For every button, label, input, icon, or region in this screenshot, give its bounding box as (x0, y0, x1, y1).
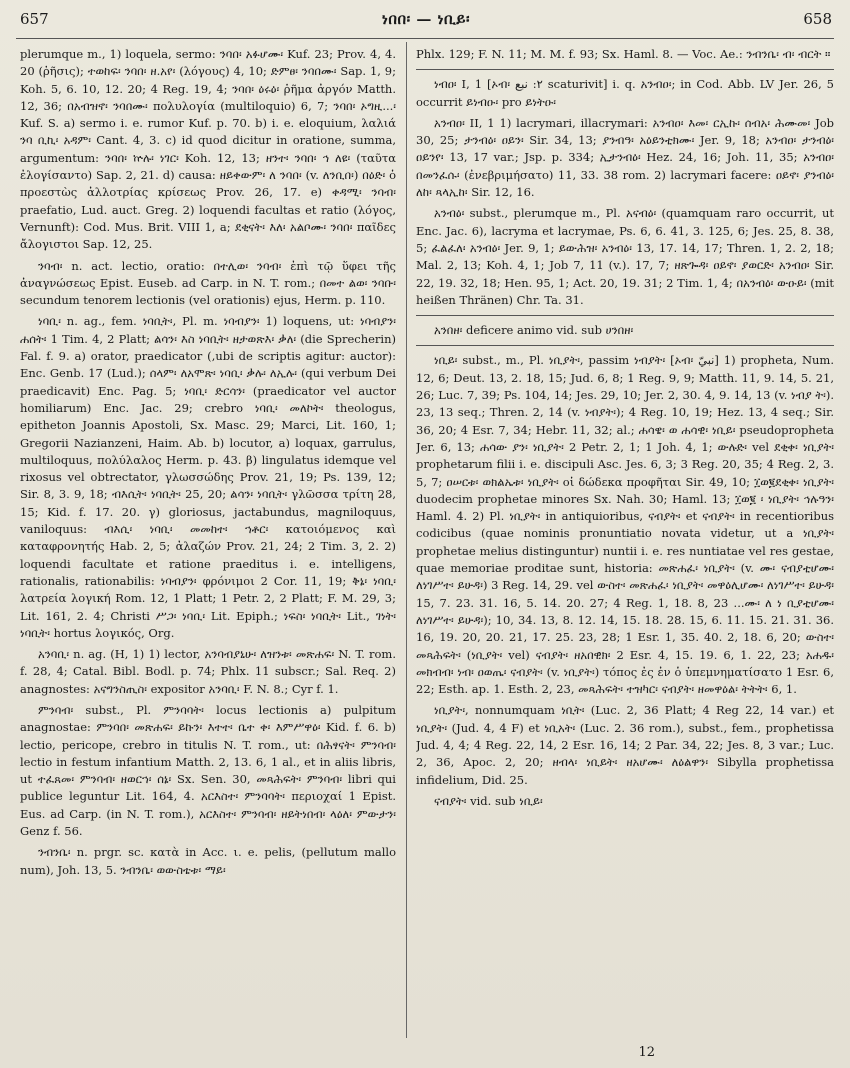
entry-paragraph: ነቢያት፡, nonnumquam ነቢት፡ (Luc. 2, 36 Platt; 4 Reg 22, 14 var.) et ነቢያት፡ (Jud. 4, 4 F) et ነቢአት፡ (Luc. 2. 36 rom.), subst., fem., prophetissa Jud. 4, 4; 4 Reg. 22, 14, 2 Esr. 16, 14; 2 Par. 34, 22; Jes. 8, 3 var.; Luc. 2, 36, Apoc. 2, 20; ዘብላ፡ ነቢይት፡ ዘአሆሙ፡ ለዕልዋን፡ Sibylla prophetissa infidelium, Did. 25. (416, 703, 834, 787)
signature-mark: 12 (638, 1045, 655, 1060)
entry-paragraph: Phlx. 129; F. N. 11; M. M. f. 93; Sx. Haml. 8. — Voc. Ae.: ንብንቤ፡ ብ፡ ብርት ። (416, 47, 831, 61)
right-column (416, 46, 834, 1034)
left-column (20, 46, 396, 1034)
entry-paragraph: ናብያት፡ vid. sub ነቢይ፡ (434, 793, 543, 808)
section-rule (416, 69, 834, 70)
entry-paragraph: አንባቢ፡ n. ag. (H, 1) 1) lector, አንባብያኒሁ፡ ለዝንቱ፡ መጽሐፍ፡ N. T. rom. f. 28, 4; Catal. Bibl. Bodl. p. 74; Phlx. 11 subscr.; Sal. Req. 2) anagnostes: አናግንስጢስ፡ expositor አንባቢ፡ F. N. 8.; Cyr f. 1. (20, 647, 396, 696)
entry-paragraph: ነባቢ፡ n. ag., fem. ነባቢት፡, Pl. m. ነባብያን፡ 1) loquens, ut: ነባብያን፡ ሐሰት፡ 1 Tim. 4, 2 Platt; ልሳን፡ እስ ነባቢት፡ ዘታወጽእ፡ ቃለ፡ (die Sprecherin) Fal. f. 9. a) orator, praedicator (‚ubi de scriptis agitur: auctor): Enc. Genb. 17 (Lud.); ሰላም፡ ለአሞጽ፡ ነባቢ፡ ቃሉ፡ ለኢሉ፡ (qui verbum Dei praedicavit) Enc. Pag. 5; ነባቢ፡ ድርሳን፡ (praedicator vel auctor homiliarum) Enc. Jac. 29; crebro ነባቢ፡ መለኮት፡ theologus, epitheton Joannis Apostoli, Sx. Masc. 29; Marci, Lit. 160, 1; Gregorii Nazianzeni, Haim. Ab. b) locutor, a) loquax, garrulus, multiloquus, πολύλαλος Herm. p. 43. β) lingulatus idemque vel rixosus vel obtrectator, γλωσσώδης Prov. 21, 19; Ps. 139, 12; Sir. 8, 3. 9, 18; ብእሲት፡ ነባቢት፡ 25, 20; ልሳን፡ ነባቢት፡ γλῶσσα τρίτη 28, 15; Kid. f. 17. 20. γ) gloriosus, jactabundus, magniloquus, vaniloquus: ብእሲ፡ ነባቢ፡ መመከተ፡ ኀቶር፡ κατοιόμενος καὶ καταφρονητής Hab. 2, 5; ἀλαζών Prov. 21, 24; 2 Tim. 3, 2. 2) loquendi facultate et ratione praeditus i. e. intelligens, rationalis, rationabilis: ነባብያን፡ φρόνιμοι 2 Cor. 11, 19; ቅኔ፡ ነባቢ፡ λατρεία λογική Rom. 12, 1 Platt; 1 Petr. 2, 2 Platt; F. M. 29, 3; Lit. 161, 2. 4; Christi ሥጋ፡ ነባቢ፡ Lit. Epiph.; ነፍስ፡ ነባቢት፡ Lit., ገነት፡ ነባቢት፡ hortus λογικός, Org. (20, 314, 396, 640)
page-number-left: 657 (20, 10, 49, 28)
entry-paragraph: አንብዐ፡ II, 1 1) lacrymari, illacrymari: አንብዐ፡ እመ፡ ርኢኩ፡ ሰብአ፡ ሕሙመ፡ Job 30, 25; ታንብዕ፡ ዐይን፡ Sir. 34, 13; ያንብዓ፡ አዕይንቲክሙ፡ Jer. 9, 18; አንብዐ፡ ታንብዕ፡ ዐይንየ፡ 13, 17 var.; Jsp. p. 334; ኢታንብዕ፡ Hez. 24, 16; Joh. 11, 35; አንብዐ፡ በመንፈሱ፡ (ἐνεβριμήσατο) 11, 33. 38 rom. 2) lacrymari facere: ዐይኖ፡ ያንብዕ፡ ለከ፡ ጻላኢከ፡ Sir. 12, 16. (416, 115, 834, 200)
page-header (20, 10, 832, 34)
entry-paragraph: ምንባብ፡ subst., Pl. ምንባባት፡ locus lectionis a) pulpitum anagnostae: ምንባበ፡ መጽሐፍ፡ ይኩን፡ እተተ፡ ቤተ ቀ፡ እምሥዋዕ፡ Kid. f. 6. b) lectio, pericope, crebro in titulis N. T. rom., ut: በሕፃናት፡ ምንባብ፡ lectio in festum infantium Matth. 2, 13. 6, 1 al., et in aliis libris, ut ተፈጸመ፡ ምንባብ፡ ዘወርኀ፡ ሰኔ፡ Sx. Sen. 30, መጻሕፍት፡ ምንባብ፡ libri qui publice leguntur Lit. 164, 4. አርእስተ፡ ምንባባት፡ περιοχαί 1 Epist. Eus. ad Carp. (in N. T. rom.), አርእስተ፡ ምንባብ፡ ዘይትነበብ፡ ላዕለ፡ ምውታን፡ Genz f. 56. (20, 702, 396, 839)
entry-paragraph: ነብዐ፡ I, 1 [ኦብ፡ ٢: نبع scaturivit] i. q. አንብዐ፡; in Cod. Abb. LV Jer. 26, 5 occurrit ይነብዑ፡ pro ይነትዑ፡ (416, 77, 834, 109)
section-rule (416, 345, 834, 346)
entry-paragraph: plerumque m., 1) loquela, sermo: ንባበ፡ አፉሆሙ፡ Kuf. 23; Prov. 4, 4. 20 (ῥῆσις); ተወከፍ፡ ንባበ፡ ዘ.አየ፡ (λόγους) 4, 10; ድምፀ፡ ንባበሙ፡ Sap. 1, 9; Koh. 5, 6. 10, 12. 20; 4 Reg. 19, 4; ንባበ፡ ዕሩዕ፡ ῥῆμα ἀργόν Matth. 12, 36; በአብዝኖ፡ ንባበሙ፡ πολυλογία (multiloquio) 6, 7; ንባበ፡ ኦግዚ...፡ Kuf. S. a) sermo i. e. rumor Kuf. p. 70. b) i. e. eloquium, λαλιά ንባ ቢኪ፡ አዳም፡ Cant. 4, 3. c) id quod dicitur in oratione, summa, argumentum: ንባበ፡ ኵሉ፡ ነገር፡ Koh. 12, 13; ዘንተ፡ ንባበ፡ ኅ ለዩ፡ (ταῦτα ἐλογίσαντο) Sap. 2, 21. d) causa: ዘይቀውም፡ ለ ንባበ፡ (v. ለንቢበ፡) በዕድ፡ ὁ προεστὼς ἀλλοτρίας κρίσεως Prov. 26, 17. e) ቀዳሚ፡ ንባብ፡ praefatio, Lud. auct. Greg. 2) loquendi facultas et ratio (λόγος, Vernunft): Cod. Mus. Brit. VIII 1, a; ደቂናት፡ እለ፡ አልቦሙ፡ ንባበ፡ παῖδες ἄλογιστοι Sap. 12, 25. (20, 47, 396, 252)
entry-paragraph: ንብንቤ፡ n. prgr. sc. κατὰ in Acc. ι. e. pelis, (pellutum mallo num), Joh. 13, 5. ንብንቤ፡ ወውስቴቱ፡ ማይ፡ (20, 845, 396, 877)
column-divider (406, 42, 407, 1038)
entry-paragraph: ንባብ፡ n. act. lectio, oratio: በተሊወ፡ ንባብ፡ ἐπὶ τῷ ὕφει τῆς ἀναγνώσεως Epist. Euseb. ad Carp. in N. T. rom.; በመተ ልወ፡ ንባቡ፡ secundum tenorem lectionis (vel orationis) ejus, Herm. p. 110. (20, 258, 396, 308)
section-rule (416, 315, 834, 316)
entry-paragraph: አንብዕ፡ subst., plerumque m., Pl. አናብዕ፡ (quamquam raro occurrit, ut Enc. Jac. 6), lacryma et lacrymae, Ps. 6, 6. 41, 3. 125, 6; Jes. 25, 8. 38, 5; ፈልፈለ፡ አንብዕ፡ Jer. 9, 1; ይውሕዝ፡ አንብዕ፡ 13, 17. 14, 17; Thren. 1, 2. 2, 18; Mal. 2, 13; Koh. 4, 1; Job 7, 11 (v.). 17, 7; ዘጽጐዳ፡ ዐይኖ፡ ያወርድ፡ አንብዐ፡ Sir. 22, 19. 32, 18; Hen. 95, 1; Act. 20, 19. 31; 2 Tim. 1, 4; በአንብዕ፡ ውዑይ፡ (mit heißen Thränen) Chr. Ta. 31. (416, 206, 834, 307)
cross-reference-note: አንበዘ፡ deficere animo vid. sub ሀንበዘ፡ (434, 323, 634, 338)
page-number-right: 658 (803, 10, 832, 28)
entry-paragraph: ነቢይ፡ subst., m., Pl. ነቢያት፡, passim ነብያት፡ [ኦብ፡ نبيّ] 1) propheta, Num. 12, 6; Deut. 13, 2. 18, 15; Jud. 6, 8; 1 Reg. 9, 9; Matth. 11, 9. 14, 5. 21, 26; Luc. 7, 39; Ps. 104, 14; Jes. 29, 10; Jer. 2, 30. 4, 9. 14, 13 (v. ነብያ ት፡). 23, 13 seq.; Thren. 2, 14 (v. ነብያት፡); 4 Reg. 10, 19; Hez. 13, 4 seq.; Sir. 36, 20; 4 Esr. 7, 34; Hebr. 11, 32; al.; ሐሳዌ፡ ወ ሐሳዊ፡ ነቢይ፡ pseudopropheta Jer. 6, 13; ሐሳው ያን፡ ነቢያት፡ 2 Petr. 2, 1; 1 Joh. 4, 1; ውሉድ፡ vel ደቂቀ፡ ነቢያት፡ prophetarum filii i. e. discipuli Asc. Jes. 6, 3; 3 Reg. 20, 35; 4 Reg. 2, 3. 5, 7; ዐሠርቱ፡ ወክልኤቱ፡ ነቢያት፡ οἱ δώδεκα προφῆται Sir. 49, 10; ፲ወ፪ደቂቀ፡ ነቢያት፡ duodecim prophetae minores Sx. Nah. 30; Haml. 13; ፲ወ፪ ፡ ነቢያት፡ ኅሉዓን፡ Haml. 4. 2) Pl. ነቢያት፡ in antiquioribus, ናብያት፡ et ናብያት፡ in recentioribus codicibus (quae nominis pronuntiatio novata videtur, ut a ነቢያት፡ prophetae melius distinguntur) nuntii i. e. res nuntiatae vel res gestae, quae memoriae proditae sunt, historia: መጽሐፈ፡ ነቢያት፡ (v. ሙ፡ ናብያቲሆሙ፡ ለነገሥተ፡ ይሁዳ፡) 3 Reg. 14, 29. vel ውስተ፡ መጽሐፈ፡ ነቢያት፡ መዋዕሊሆሙ፡ ለነገሥተ፡ ይሁዳ፡ 15, 7. 23. 31. 16, 5. 14. 20. 27; 4 Reg. 1, 18. 8, 23 ...ሙ፡ ለ ነ ቢያቲሆሙ፡ ለነገሥተ፡ ይሁዳ፡); 10, 34. 13, 8. 12. 14, 15. 18. 28. 15, 6. 11. 15. 21. 31. 36. 16, 19. 20, 20. 21, 17. 25. 23, 28; 1 Esr. 1, 35. 40. 2, 18. 6, 20; ውስተ፡ መጻሕፍት፡ (ነቢያት፡ vel) ናብያት፡ ዘአበዊክ፡ 2 Esr. 4, 15. 19. 6, 1. 22, 23; አሐዱ፡ መክብብ፡ ነብ፡ ዐወጤ፡ ናብያት፡ (v. ነቢያት፡) τόπος ἐς ἐν ὁ ὑπεμνηματίσατο 1 Esr. 6, 22; Esth. ap. 1. Esth. 2, 23, መጻሕፍት፡ ተዝካር፡ ናብያት፡ ዘመዋዕል፡ ትትት፡ 6, 1. (416, 353, 834, 697)
running-title: ነበበ፡ — ነቢይ፡ (381, 10, 471, 28)
header-rule (16, 38, 834, 39)
